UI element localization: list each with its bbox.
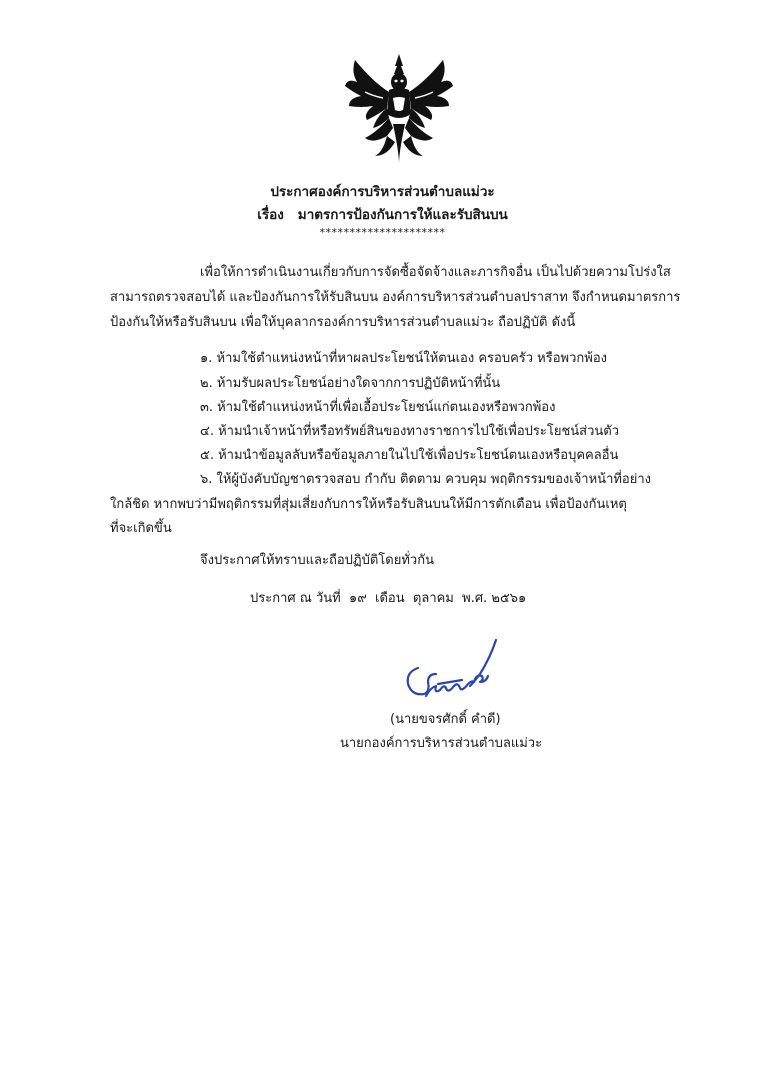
announcement-title: ประกาศองค์การบริหารส่วนตำบลแม่วะ (270, 184, 495, 200)
subject-text: มาตรการป้องกันการให้และรับสินบน (297, 207, 508, 223)
measure-item: ๓. ห้ามใช้ตำแหน่งหน้าที่เพื่อเอื้อประโยชน์แก่ตนเองหรือพวกพ้อง (200, 400, 556, 415)
measure-item-6-line-1: ๖. ให้ผู้บังคับบัญชาตรวจสอบ กำกับ ติดตาม ควบคุม พฤติกรรมของเจ้าหน้าที่อย่าง (200, 472, 652, 487)
measure-item-6-line-3: ที่จะเกิดขึ้น (110, 521, 172, 536)
measure-item: ๕. ห้ามนำข้อมูลลับหรือข้อมูลภายในไปใช้เพื่อประโยชน์ตนเองหรือบุคคลอื่น (200, 448, 619, 463)
measure-item: ๒. ห้ามรับผลประโยชน์อย่างใดจากการปฏิบัติหน้าที่นั้น (200, 376, 501, 391)
handwritten-signature-icon (400, 638, 510, 708)
measure-item-6-line-2: ใกล้ชิด หากพบว่ามีพฤติกรรมที่สุ่มเสี่ยงกับการให้หรือรับสินบนให้มีการตักเตือน เพื่อป้องกันเหตุ (110, 497, 627, 512)
title-separator: ********************* (319, 226, 446, 239)
announcement-subject (0, 203, 765, 225)
measure-item: ๑. ห้ามใช้ตำแหน่งหน้าที่หาผลประโยชน์ให้ตนเอง ครอบครัว หรือพวกพ้อง (200, 351, 608, 366)
intro-line-1: เพื่อให้การดำเนินงานเกี่ยวกับการจัดซื้อจัดจ้างและภารกิจอื่น เป็นไปด้วยความโปร่งใส (200, 265, 671, 280)
date-prefix: ประกาศ ณ วันที่ (250, 591, 341, 606)
measure-item: ๔. ห้ามนำเจ้าหน้าที่หรือทรัพย์สินของทางราชการไปใช้เพื่อประโยชน์ส่วนตัว (200, 424, 620, 439)
subject-label: เรื่อง (257, 207, 284, 223)
signatory-name: (นายขจรศักดิ์ คำดี) (390, 712, 501, 727)
date-day: ๑๙ (349, 591, 367, 606)
date-year-label: พ.ศ. (462, 591, 488, 606)
garuda-emblem-icon (343, 52, 455, 166)
date-month-label: เดือน (375, 591, 405, 606)
closing-statement: จึงประกาศให้ทราบและถือปฏิบัติโดยทั่วกัน (200, 553, 434, 568)
signatory-position: นายกองค์การบริหารส่วนตำบลแม่วะ (340, 736, 543, 751)
intro-line-3: ป้องกันให้หรือรับสินบน เพื่อให้บุคลากรองค์การบริหารส่วนตำบลแม่วะ ถือปฏิบัติ ดังนี้ (110, 315, 576, 330)
date-year: ๒๕๖๑ (491, 591, 527, 606)
intro-line-2: สามารถตรวจสอบได้ และป้องกันการให้รับสินบน องค์การบริหารส่วนตำบลปราสาท จึงกำหนดมาตรการ (110, 290, 681, 305)
date-month: ตุลาคม (412, 591, 454, 606)
announcement-date (250, 590, 526, 608)
